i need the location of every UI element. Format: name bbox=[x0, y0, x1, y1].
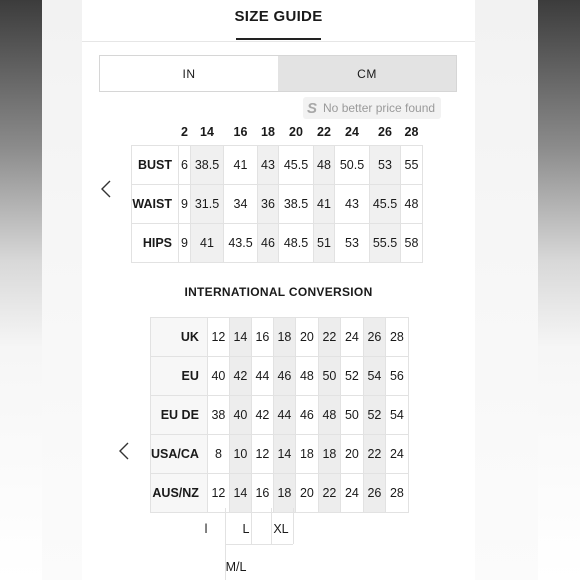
size-header-cell: 20 bbox=[289, 125, 303, 139]
table-cell: 53 bbox=[370, 146, 401, 185]
table-cell: 44 bbox=[251, 357, 273, 396]
header-divider bbox=[82, 41, 475, 42]
size-header-cell: 16 bbox=[233, 125, 248, 139]
table-row bbox=[151, 318, 409, 357]
table-cell: 43.5 bbox=[224, 224, 258, 263]
size-table bbox=[131, 119, 423, 263]
unit-toggle-in[interactable]: IN bbox=[100, 56, 278, 91]
table-cell: 40 bbox=[229, 396, 251, 435]
table-row bbox=[132, 185, 423, 224]
price-badge-text: No better price found bbox=[323, 101, 436, 115]
table-cell: 36 bbox=[258, 185, 279, 224]
size-header-row bbox=[132, 119, 423, 146]
letter-size: M/L bbox=[225, 560, 247, 574]
row-label: AUS/NZ bbox=[151, 474, 208, 513]
price-logo: S bbox=[307, 99, 318, 117]
table-cell: 41 bbox=[191, 224, 224, 263]
table-cell: 34 bbox=[224, 185, 258, 224]
size-header-cell: 26 bbox=[378, 125, 392, 139]
table-cell: 44 bbox=[273, 396, 295, 435]
table-cell: 14 bbox=[273, 435, 295, 474]
table-cell: 38.5 bbox=[279, 185, 314, 224]
table-cell: 38.5 bbox=[191, 146, 224, 185]
table-cell: 52 bbox=[363, 396, 385, 435]
table-cell: 9 bbox=[179, 185, 191, 224]
table-row bbox=[151, 474, 409, 513]
table-cell: 6 bbox=[179, 146, 191, 185]
unit-toggle-cm[interactable]: CM bbox=[278, 56, 456, 91]
table-row bbox=[132, 146, 423, 185]
size-header-cell: 18 bbox=[261, 125, 275, 139]
table-cell: 18 bbox=[273, 318, 295, 357]
size-header-cell: 22 bbox=[317, 125, 331, 139]
row-label: BUST bbox=[132, 146, 179, 185]
chevron-left-icon[interactable] bbox=[115, 438, 133, 464]
row-label: HIPS bbox=[132, 224, 179, 263]
table-cell: 16 bbox=[251, 474, 273, 513]
size-header-cell: 24 bbox=[345, 125, 359, 139]
table-cell: 46 bbox=[273, 357, 295, 396]
table-cell: 22 bbox=[318, 318, 340, 357]
table-cell: 48 bbox=[318, 396, 340, 435]
table-cell: 54 bbox=[385, 396, 408, 435]
size-header-cell: 28 bbox=[404, 125, 419, 139]
table-cell: 24 bbox=[340, 474, 363, 513]
table-cell: 50.5 bbox=[335, 146, 370, 185]
table-row bbox=[151, 357, 409, 396]
table-cell: 55 bbox=[401, 146, 423, 185]
row-label: USA/CA bbox=[151, 435, 208, 474]
table-cell: 18 bbox=[295, 435, 318, 474]
table-cell: 48 bbox=[314, 146, 335, 185]
table-cell: 14 bbox=[229, 318, 251, 357]
background-right-inner bbox=[475, 0, 538, 580]
row-label: EU bbox=[151, 357, 208, 396]
size-header-cell: 2 bbox=[181, 125, 188, 139]
table-cell: 42 bbox=[251, 396, 273, 435]
table-cell: 43 bbox=[258, 146, 279, 185]
table-cell: 20 bbox=[340, 435, 363, 474]
row-label: WAIST bbox=[132, 185, 179, 224]
table-cell: 26 bbox=[363, 474, 385, 513]
table-cell: 50 bbox=[340, 396, 363, 435]
table-cell: 38 bbox=[207, 396, 229, 435]
table-cell: 22 bbox=[363, 435, 385, 474]
table-cell: 58 bbox=[401, 224, 423, 263]
table-cell: 20 bbox=[295, 474, 318, 513]
table-cell: 55.5 bbox=[370, 224, 401, 263]
table-cell: 56 bbox=[385, 357, 408, 396]
table-cell: 40 bbox=[207, 357, 229, 396]
table-cell: 54 bbox=[363, 357, 385, 396]
unit-toggle bbox=[99, 55, 457, 92]
size-header-empty bbox=[132, 119, 179, 146]
table-cell: 18 bbox=[273, 474, 295, 513]
table-cell: 14 bbox=[229, 474, 251, 513]
table-cell: 52 bbox=[340, 357, 363, 396]
table-cell: 48.5 bbox=[279, 224, 314, 263]
table-row bbox=[132, 224, 423, 263]
conversion-title: INTERNATIONAL CONVERSION bbox=[184, 285, 373, 299]
table-cell: 41 bbox=[224, 146, 258, 185]
price-badge[interactable] bbox=[303, 97, 441, 119]
table-cell: 12 bbox=[207, 474, 229, 513]
letter-size: XL bbox=[273, 522, 289, 536]
table-cell: 51 bbox=[314, 224, 335, 263]
table-cell: 16 bbox=[251, 318, 273, 357]
background-left-inner bbox=[42, 0, 82, 580]
table-row bbox=[151, 435, 409, 474]
table-cell: 10 bbox=[229, 435, 251, 474]
conversion-table bbox=[150, 317, 409, 513]
table-cell: 48 bbox=[401, 185, 423, 224]
table-cell: 31.5 bbox=[191, 185, 224, 224]
table-cell: 28 bbox=[385, 318, 408, 357]
table-cell: 24 bbox=[385, 435, 408, 474]
table-cell: 24 bbox=[340, 318, 363, 357]
table-cell: 20 bbox=[295, 318, 318, 357]
background-right bbox=[538, 0, 580, 580]
table-cell: 45.5 bbox=[370, 185, 401, 224]
table-cell: 50 bbox=[318, 357, 340, 396]
chevron-left-icon[interactable] bbox=[97, 176, 115, 202]
table-cell: 12 bbox=[251, 435, 273, 474]
size-header-cell: 14 bbox=[200, 125, 214, 139]
background-left bbox=[0, 0, 42, 580]
row-label: UK bbox=[151, 318, 208, 357]
table-cell: 46 bbox=[295, 396, 318, 435]
table-cell: 45.5 bbox=[279, 146, 314, 185]
table-cell: 48 bbox=[295, 357, 318, 396]
row-label: EU DE bbox=[151, 396, 208, 435]
page-title: SIZE GUIDE bbox=[234, 8, 323, 25]
table-cell: 28 bbox=[385, 474, 408, 513]
letter-size: L bbox=[242, 522, 250, 536]
table-cell: 12 bbox=[207, 318, 229, 357]
table-cell: 41 bbox=[314, 185, 335, 224]
table-cell: 22 bbox=[318, 474, 340, 513]
table-cell: 18 bbox=[318, 435, 340, 474]
table-row bbox=[151, 396, 409, 435]
table-cell: 43 bbox=[335, 185, 370, 224]
table-cell: 8 bbox=[207, 435, 229, 474]
table-cell: 42 bbox=[229, 357, 251, 396]
grid-line bbox=[225, 544, 293, 545]
table-cell: 53 bbox=[335, 224, 370, 263]
grid-line bbox=[293, 508, 294, 544]
table-cell: 46 bbox=[258, 224, 279, 263]
table-cell: 26 bbox=[363, 318, 385, 357]
table-cell: 9 bbox=[179, 224, 191, 263]
title-underline bbox=[236, 38, 321, 40]
letter-size: l bbox=[204, 522, 208, 536]
